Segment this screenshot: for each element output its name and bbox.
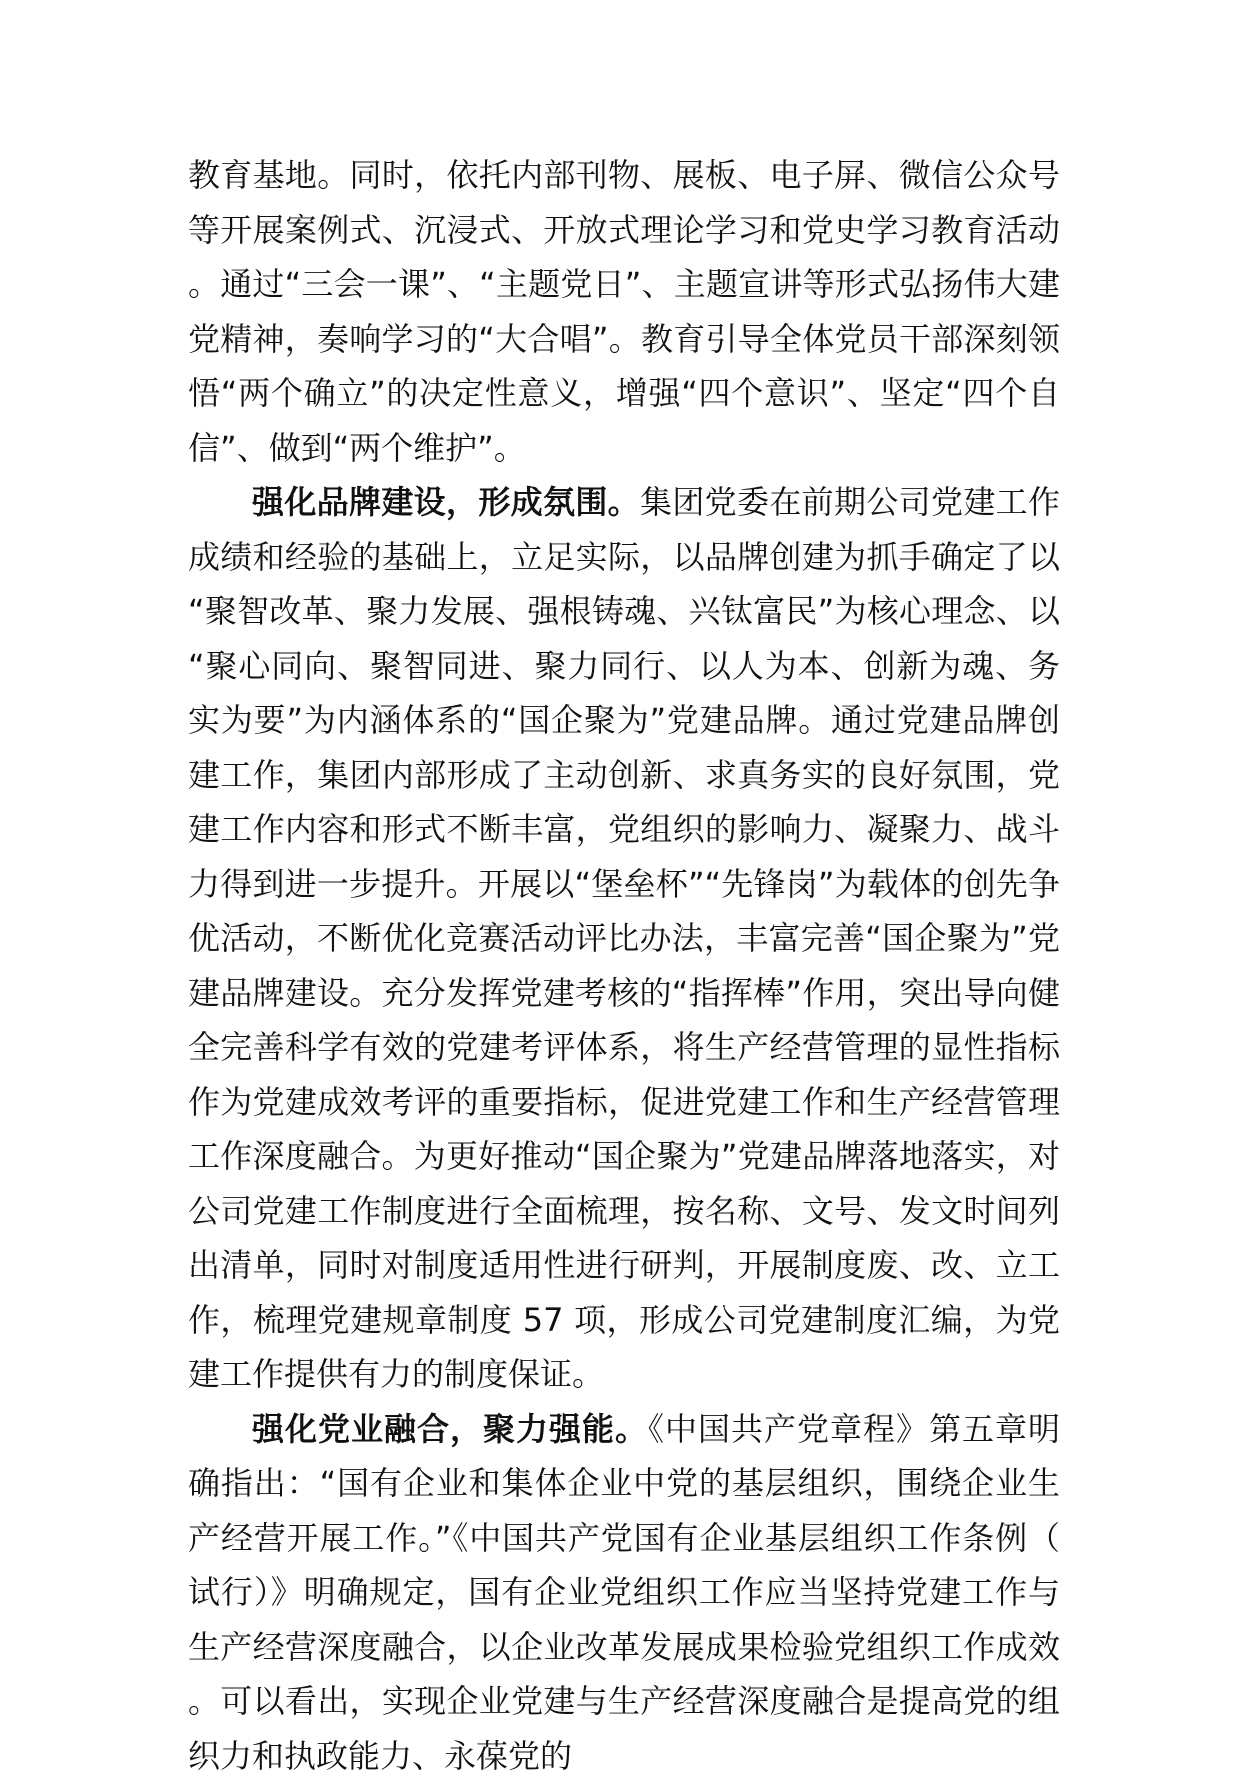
document-page [188, 148, 1060, 1648]
paragraph-brand-building [188, 475, 1060, 1402]
paragraph-text: 集团党委在前期公司党建工作成绩和经验的基础上，立足实际，以品牌创建为抓手确定了以“聚智改革、聚力发展、强根铸魂、兴钛富民”为核心理念、以“聚心同向、聚智同进、聚力同行、以人为本、创新为魂、务实为要”为内涵体系的“国企聚为”党建品牌。通过党建品牌创建工作，集团内部形成了主动创新、求真务实的良好氛围，党建工作内容和形式不断丰富，党组织的影响力、凝聚力、战斗力得到进一步提升。开展以“堡垒杯”“先锋岗”为载体的创先争优活动，不断优化竞赛活动评比办法，丰富完善“国企聚为”党建品牌建设。充分发挥党建考核的“指挥棒”作用，突出导向健全完善科学有效的党建考评体系，将生产经营管理的显性指标作为党建成效考评的重要指标，促进党建工作和生产经营管理工作深度融合。为更好推动“国企聚为”党建品牌落地落实，对公司党建工作制度进行全面梳理，按名称、文号、发文时间列出清单，同时对制度适用性进行研判，开展制度废、改、立工作，梳理党建规章制度 57 项，形成公司党建制度汇编，为党建工作提供有力的制度保证。 [188, 483, 1060, 1393]
paragraph-continuation [188, 148, 1060, 475]
paragraph-party-business-integration [188, 1402, 1060, 1783]
paragraph-heading: 强化党业融合，聚力强能。 [252, 1410, 648, 1448]
paragraph-text: 教育基地。同时，依托内部刊物、展板、电子屏、微信公众号等开展案例式、沉浸式、开放式理论学习和党史学习教育活动。通过“三会一课”、“主题党日”、主题宣讲等形式弘扬伟大建党精神，奏响学习的“大合唱”。教育引导全体党员干部深刻领悟“两个确立”的决定性意义，增强“四个意识”、坚定“四个自信”、做到“两个维护”。 [188, 156, 1060, 467]
paragraph-heading: 强化品牌建设，形成氛围。 [252, 483, 640, 521]
paragraph-text: 《中国共产党章程》第五章明确指出：“国有企业和集体企业中党的基层组织，围绕企业生产经营开展工作。”《中国共产党国有企业基层组织工作条例（试行）》明确规定，国有企业党组织工作应当坚持党建工作与生产经营深度融合，以企业改革发展成果检验党组织工作成效。可以看出，实现企业党建与生产经营深度融合是提高党的组织力和执政能力、永葆党的 [188, 1410, 1060, 1775]
